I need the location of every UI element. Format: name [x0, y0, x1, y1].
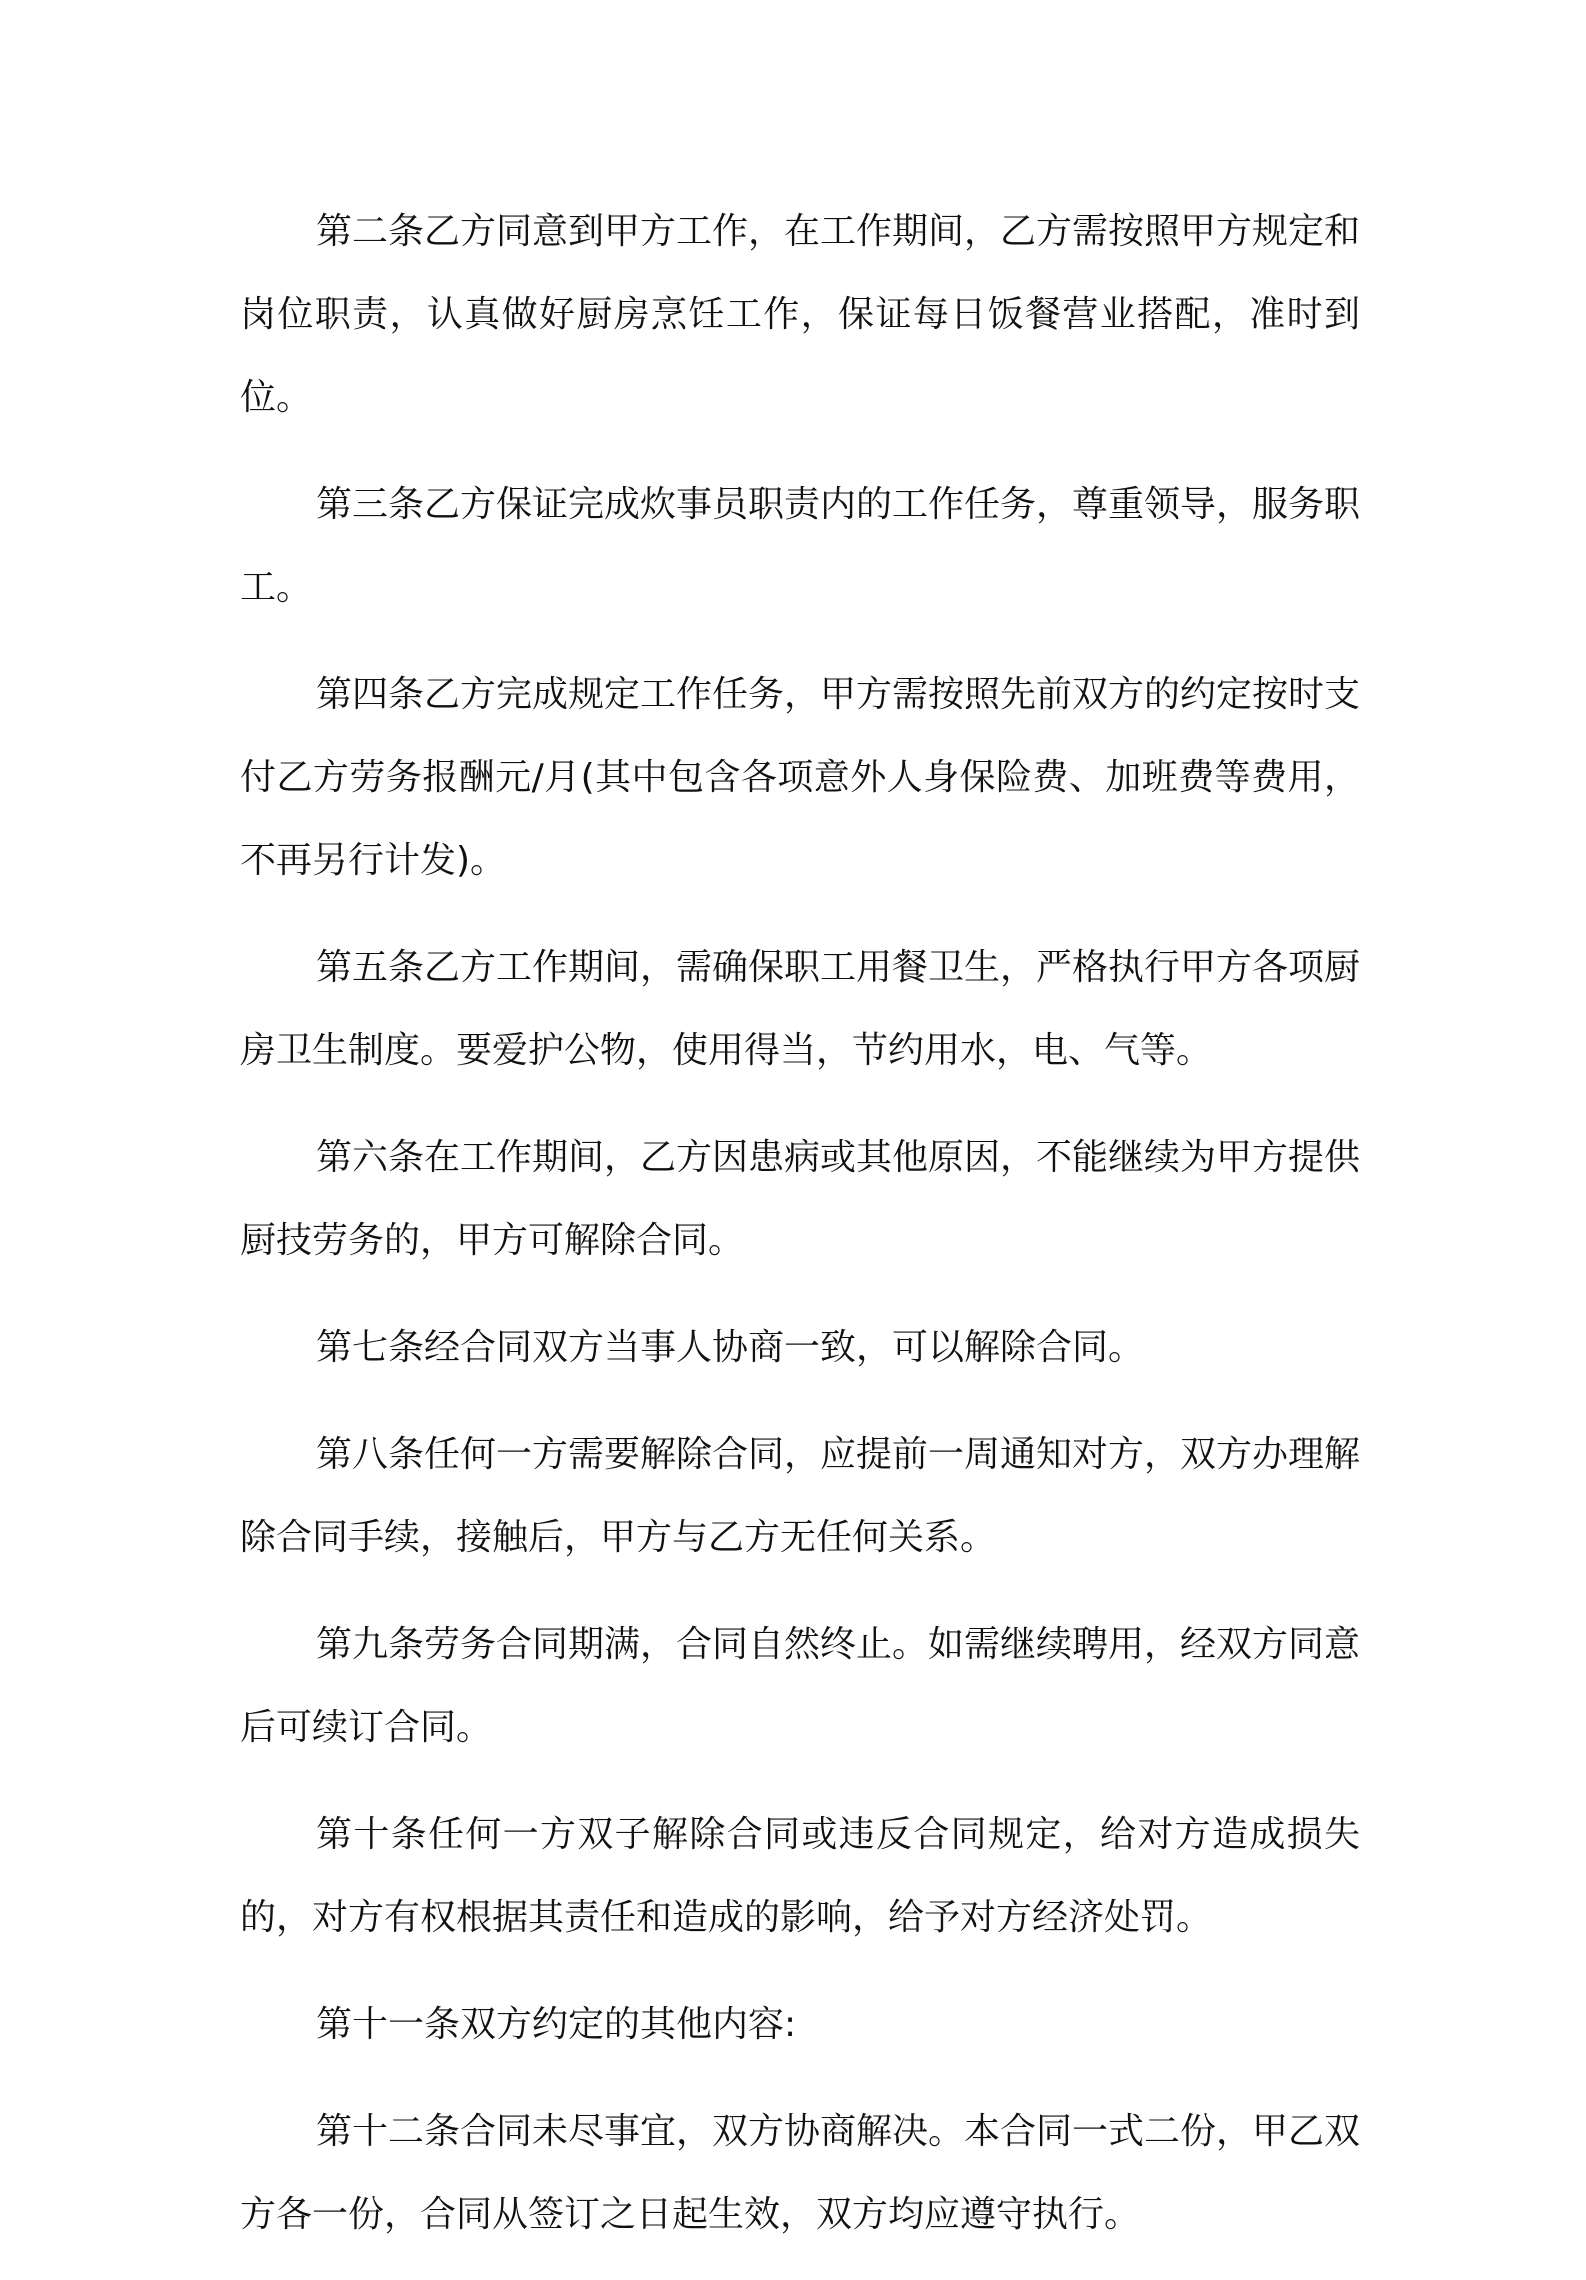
article-6-paragraph: 第六条在工作期间，乙方因患病或其他原因，不能继续为甲方提供厨技劳务的，甲方可解除合同。	[240, 1137, 1361, 1261]
contract-body	[240, 190, 1360, 2280]
article-7-paragraph: 第七条经合同双方当事人协商一致，可以解除合同。	[316, 1327, 1145, 1368]
article-4-paragraph: 第四条乙方完成规定工作任务，甲方需按照先前双方的约定按时支付乙方劳务报酬元/月(其中包含各项意外人身保险费、加班费等费用，不再另行计发)。	[240, 674, 1361, 881]
article-10-paragraph: 第十条任何一方双子解除合同或违反合同规定，给对方造成损失的，对方有权根据其责任和造成的影响，给予对方经济处罚。	[240, 1814, 1360, 1938]
article-11-paragraph: 第十一条双方约定的其他内容:	[316, 2004, 797, 2045]
article-8-paragraph: 第八条任何一方需要解除合同，应提前一周通知对方，双方办理解除合同手续，接触后，甲方与乙方无任何关系。	[240, 1434, 1361, 1558]
article-9-paragraph: 第九条劳务合同期满，合同自然终止。如需继续聘用，经双方同意后可续订合同。	[240, 1624, 1361, 1748]
article-5-paragraph: 第五条乙方工作期间，需确保职工用餐卫生，严格执行甲方各项厨房卫生制度。要爱护公物，使用得当，节约用水，电、气等。	[240, 947, 1361, 1071]
article-12-paragraph: 第十二条合同未尽事宜，双方协商解决。本合同一式二份，甲乙双方各一份，合同从签订之日起生效，双方均应遵守执行。	[240, 2111, 1361, 2235]
article-2-paragraph: 第二条乙方同意到甲方工作，在工作期间，乙方需按照甲方规定和岗位职责，认真做好厨房烹饪工作，保证每日饭餐营业搭配，准时到位。	[240, 211, 1361, 418]
article-3-paragraph: 第三条乙方保证完成炊事员职责内的工作任务，尊重领导，服务职工。	[240, 484, 1361, 608]
